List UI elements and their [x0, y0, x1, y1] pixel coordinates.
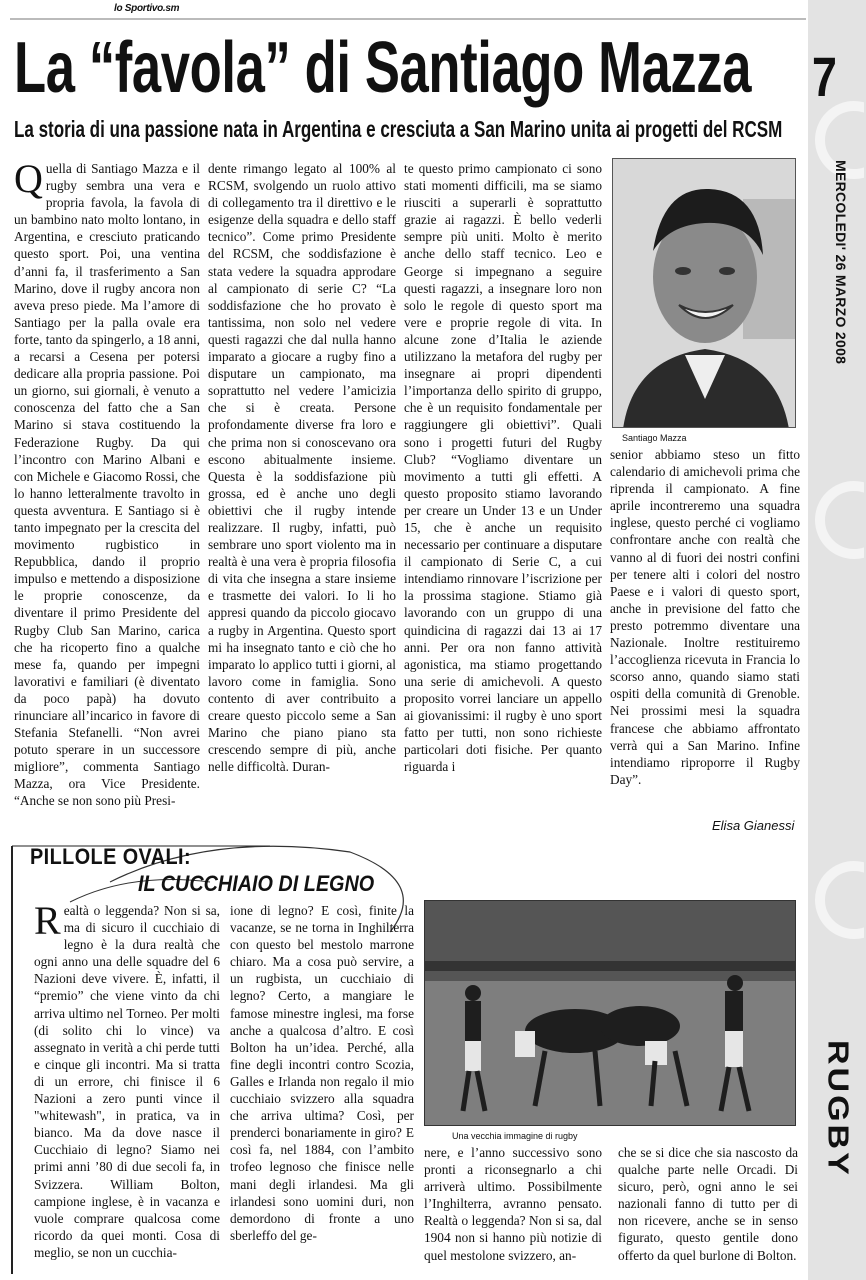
article-column-1 [14, 160, 200, 836]
subhead: La storia di una passione nata in Argentina e cresciuta a San Marino unita ai progetti del RCSM [14, 116, 783, 142]
drop-cap: R [34, 902, 61, 943]
pillole-text: nere, e l’anno successivo sono pronti a riconsegnarlo a chi arriverà ultimo. Possibilmente l’Inghilterra, avranno pensato. Realtà o leggenda? Non si sa, dal 1904 non si hanno più notizie di quel mestolone svizzero, an- [424, 1145, 602, 1263]
rugby-photo [424, 900, 796, 1126]
pillole-text: ione di legno? E così, finite la vacanze, se ne torna in Inghilterra con questo bel mestolo marrone chiaro. Ma a cosa può servire, a un rugbista, un cucchiaio di legno? Certo, a mangiare le famose minestre inglesi, ma forse anche a qualcosa d’altro. E così Bolton ha un’idea. Perché, alla fine degli incontri contro Scozia, Galles e Irlanda non regalo il mio cucchiaio svizzero alla squadra che arriva ultima? Così, per prenderci bonariamente in giro? E così fa, nel 1884, con l’ambito trofeo legnoso che finisce nelle mani degli irlandesi. Ma gli irlandesi sono uomini duri, non demordono di fronte a uno sberleffo del ge- [230, 903, 414, 1243]
pillole-text: ealtà o leggenda? Non si sa, ma di sicuro il cucchiaio di legno è la dura realtà che ogni anno una delle squadre del 6 Nazioni deve vivere. È, infatti, il “premio” che viene vinto da chi arriva ultimo nel Torneo. Per molti (di solito chi lo vince) va assegnato in verità a chi perde tutti e cinque gli incontri. Ma si tratta di un errore, chi finisce il 6 Nazioni a zero punti vince il "whitewash", in pratica, va in bianco. Ma da dove nasce il Cucchiaio di legno? Siamo nei primi anni ’80 di due secoli fa, in Svizzera. William Bolton, campione inglese, è in vacanza e vuole comprare qualcosa come ricordo da quei monti. Cosa di meglio, se non un cucchia- [34, 903, 220, 1260]
issue-date: MERCOLEDI' 26 MARZO 2008 [833, 160, 849, 365]
article-text: uella di Santiago Mazza e il rugby sembra una vera e propria favola, la favola di un bambino nato molto lontano, in Argentina, e cresciuto praticando questo sport. Poi, una ventina d’anni fa, il trasferimento a San Marino, dove il rugby ancora non aveva preso piede. Ma l’amore di Santiago per la palla ovale era forte, tanto da spingerlo, a 18 anni, a recarsi a Cesena per potersi dedicare alla propria passione. Poi un giorno, sui giornali, è venuto a conoscenza del fatto che a San Marino si stava costituendo la Federazione Rugby. Da qui l’incontro con Marino Albani e con Michele e Giacomo Rossi, che lo hanno letteralmente travolto in questa avventura. E Santiago si è tanto impegnato per la crescita del movimento rugbistico in Repubblica, dando il proprio impulso e mettendo a disposizione le proprie conoscenze, da diventare il primo Presidente del Rugby Club San Marino, carica che ha ricoperto fino a qualche mese fa, quando per impegni lavorativi e familiari (è diventato da poco papà) ha dovuto rinunciare all’incarico in favore di Stefania Stefanelli. “Non avrei potuto sperare in un successore migliore”, commenta Santiago Mazza, ora Vice Presidente. “Anche se non sono più Presi- [14, 161, 200, 809]
photo-caption: Santiago Mazza [622, 433, 687, 443]
article-column-3 [404, 160, 602, 836]
article-column-4 [610, 446, 800, 816]
article-text: dente rimango legato al 100% al RCSM, svolgendo un ruolo attivo di collegamento tra il direttivo e le esigenze della squadra e dello staff tecnico”. Come primo Presidente del RCSM, che soddisfazione è stata vedere la squadra approdare al campionato di serie C? “La soddisfazione che ho provato è tantissima, non solo nel vedere questi ragazzi che dal nulla hanno imparato a giocare a rugby fino a disputare un campionato, ma soprattutto nel vedere l’amicizia che si è creata. Persone profondamente diverse fra loro e che prima non si conoscevano ora escono abitualmente insieme. Questa è la soddisfazione più grossa, ed è anche uno degli obiettivi che il rugby intende realizzare. Il rugby, infatti, può sembrare uno sport violento ma in realtà è una vera è propria filosofia di vita che insegna a stare insieme e trasmette dei valori. Io li ho appresi quando da piccolo giocavo a rugby in Argentina. Questo sport mi ha insegnato tanto e ciò che ho imparato lo applico tutti i giorni, al lavoro come in famiglia. Sono contento di aver contribuito a creare questo piccolo seme a San Marino che piano piano sta crescendo sempre di più, anche nelle difficoltà. Duran- [208, 161, 396, 775]
masthead-logo: lo Sportivo.sm [114, 3, 180, 14]
masthead [10, 2, 806, 20]
pillole-column-3 [424, 1144, 602, 1276]
rugby-photo-caption: Una vecchia immagine di rugby [452, 1131, 578, 1141]
pillole-column-1 [34, 902, 220, 1276]
headline: La “favola” di Santiago Mazza [14, 28, 752, 108]
article-text: te questo primo campionato ci sono stati momenti difficili, ma se siamo riusciti a superarli è soprattutto grazie ai ragazzi. È bello vederli sempre più uniti. Molto è merito anche dello staff tecnico. Leo e George si impegnano a seguire questi ragazzi, a insegnare loro non solo le regole di questo sport ma vere e proprie regole di vita. In alcune zone d’Italia le aziende utilizzano la metafora del rugby per insegnare ai propri dipendenti l’importanza dello spirito di gruppo, che è un requisito fondamentale per raggiungere gli obiettivi”. Quali sono i progetti futuri del Rugby Club? “Vogliamo diventare un movimento a tutti gli effetti. A questo proposito stiamo lavorando per creare un Under 13 e un Under 15, che è anche un requisito necessario per continuare a disputare il campionato di Serie C, a cui intendiamo rinnovare l’iscrizione per la prossima stagione. Stiamo già lavorando con un gruppo di una quindicina di ragazzi dai 13 ai 17 anni. Per ora non fanno attività agonistica, ma stiamo progettando una serie di amichevoli. A questo proposito vorrei lanciare un appello ai giovanissimi: il rugby è uno sport fatto per tutti, non sono richieste particolari doti fisiche. Per quanto riguarda i [404, 161, 602, 775]
author-signature: Elisa Gianessi [712, 818, 795, 833]
drop-cap: Q [14, 160, 43, 201]
rugby-scrum-illustration [425, 901, 796, 1126]
portrait-illustration [613, 159, 796, 428]
pillole-column-2 [230, 902, 414, 1276]
article-column-2 [208, 160, 396, 836]
pillole-title: PILLOLE OVALI: [30, 844, 192, 869]
portrait-photo [612, 158, 796, 428]
pillole-subtitle: IL CUCCHIAIO DI LEGNO [138, 871, 375, 896]
article-text: senior abbiamo steso un fitto calendario di amichevoli prima che riprenda il campionato. A fine aprile incontreremo una squadra inglese, questo perché ci vogliamo confrontare anche con realtà che vanno al di fuori dei nostri confini per tenere alti i colori del nostro Paese e i valori di questo sport, anche in previsione del fatto che presto potremmo diventare una Nazionale. Inoltre restituiremo l’accoglienza ricevuta in Francia lo scorso anno, quando siamo stati ospiti della comunità di Grenoble. Nei prossimi mesi la squadra francese che abbiamo affrontato verrà qui a San Marino. Infine intendiamo riproporre il Rugby Day”. [610, 447, 800, 787]
pillole-column-4 [618, 1144, 798, 1276]
pillole-text: che se si dice che sia nascosto da qualche parte nelle Orcadi. Di sicuro, però, ogni anno le sei nazionali fanno di tutto per di non ricevere, anche se in senso figurato, questo gentile dono offerto da quel burlone di Bolton. [618, 1145, 798, 1263]
page-number: 7 [812, 45, 837, 108]
section-label: RUGBY [821, 1040, 855, 1178]
